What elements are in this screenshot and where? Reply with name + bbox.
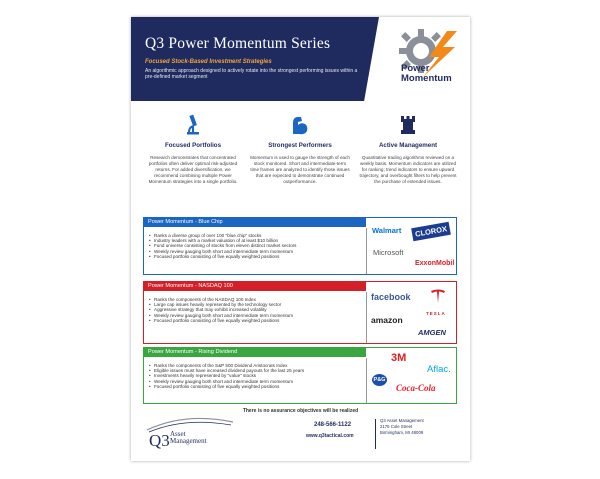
list-item: • Eligible issues must have increased dividend payouts for the last 25 years [149,368,364,373]
list-item: • Fund universe consisting of stocks from eleven distinct market sectors [149,243,364,248]
address-divider [375,419,376,449]
3m-logo: 3M [391,352,407,364]
strategy-box-nasdaq [143,281,457,344]
page-title: Q3 Power Momentum Series [145,35,331,52]
clorox-logo: CLOROX [411,222,451,241]
pillar-active-management [358,114,458,185]
list-item: • Ranks the components of the S&P 500 Dividend Aristocrats Index [149,363,364,368]
microscope-icon [183,114,203,136]
amgen-logo: AMGEN [418,328,446,337]
company-name [170,431,207,445]
address-line-2: 2175 Cole Street [380,424,413,429]
list-item: • Focused portfolio consisting of five equally weighted positions [149,384,364,389]
list-item: • Focused portfolio consisting of five equally weighted positions [149,254,364,259]
tesla-logo: TESLA [426,311,446,316]
strategy-box-blue-chip [143,217,457,275]
phone-number[interactable]: 248-566-1122 [314,422,352,428]
amazon-logo: amazon [371,315,403,325]
strategy-box-rising-dividend [143,347,457,404]
strategy-bullet-list [149,363,364,389]
strategy-title: Power Momentum - NASDAQ 100 [144,282,366,291]
facebook-logo: facebook [371,292,411,302]
power-momentum-logo-text [401,64,452,84]
list-item: • Ranks a diverse group of over 100 "blue chip" stocks [149,233,364,238]
chess-rook-icon [398,114,418,136]
mailing-address [380,418,424,436]
microsoft-logo: Microsoft [373,248,404,257]
disclaimer-text: There is no assurance objectives will be realized [242,408,359,414]
strategy-bullet-list [149,297,364,323]
pg-logo: P&G [372,374,387,386]
pillar-strongest-performers [250,114,350,185]
tesla-t-icon [430,288,446,304]
page-description: An algorithmic approach designed to actively rotate into the strongest performing issues within a pre-defined market segment [145,68,358,81]
list-item: • Weekly review gauging both short and intermediate term momentum [149,379,364,384]
pillar-text: Research demonstrates that concentrated portfolios often deliver optimal risk-adjusted returns. For added diversification, we recommend combining multiple Power Momentum strategies into a single portfolio. [148,155,238,184]
list-item: • Focused portfolio consisting of five equally weighted positions [149,318,364,323]
divider [366,292,367,343]
strategy-bullet-list [149,233,364,259]
address-line-3: Birmingham, MI 48009 [380,430,424,435]
pillar-title: Strongest Performers [268,142,332,149]
pillar-text: Quantitative trading algorithms reviewed on a weekly basis. Momentum indicators are utilized for ranking; trend indicators to ensure upward trajectory, and overbought filters to help prevent the purchase of extended issues. [359,155,457,184]
pillar-focused-portfolios [143,114,243,185]
pillar-title: Focused Portfolios [164,142,222,149]
list-item: • Ranks the components of the NASDAQ 100 Index [149,297,364,302]
coca-cola-logo: Coca-Cola [396,383,436,393]
pillar-title: Active Management [378,142,438,149]
walmart-logo: Walmart [372,226,402,235]
aflac-logo: Aflac. [427,364,451,375]
exxonmobil-logo: ExxonMobil [415,260,455,267]
divider [366,228,367,274]
logo-line-1: Power [401,63,430,74]
q3-letters: Q3 [149,431,170,450]
pillar-text: Momentum is used to gauge the strength of each stock monitored. Short and intermediate-term time frames are analyzed to identify those issues that are expected to demonstrate continued outperformance. [250,155,350,184]
divider [366,358,367,403]
page-subtitle: Focused Stock-Based Investment Strategies [145,59,272,65]
flexed-arm-icon [290,114,310,136]
list-item: • Industry leaders with a market valuation of at least $10 billion [149,238,364,243]
list-item: • Large cap issues heavily represented by the technology sector [149,302,364,307]
gear-lightning-logo-icon [389,27,467,97]
strategy-title: Power Momentum - Blue Chip [144,218,366,227]
address-line-1: Q3 Asset Management [380,418,424,423]
company-name-line-2: Management [170,437,207,445]
logo-line-2: Momentum [401,73,452,84]
list-item: • Aggressive strategy that may exhibit increased volatility [149,307,364,312]
flyer-page [131,17,470,461]
company-name-line-1: Asset [170,430,186,438]
list-item: • Weekly review gauging both short and intermediate term momentum [149,249,364,254]
header-banner [131,17,470,101]
list-item: • Investments heavily represented by "value" stocks [149,373,364,378]
website-link[interactable]: www.q3tactical.com [306,433,354,439]
strategy-title: Power Momentum - Rising Dividend [144,348,366,357]
q3-asset-management-logo [149,430,207,451]
list-item: • Weekly review gauging both short and intermediate term momentum [149,313,364,318]
